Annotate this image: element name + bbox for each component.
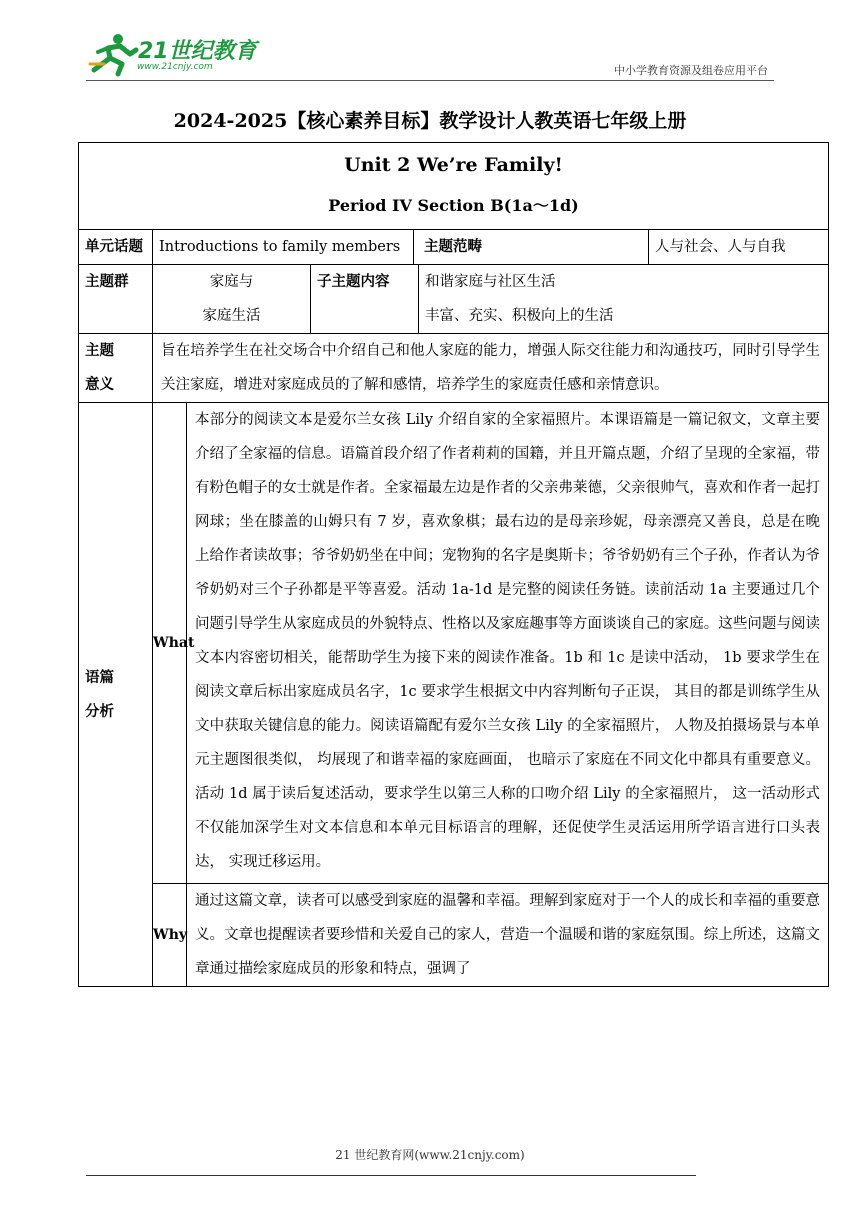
analysis-label xyxy=(79,403,153,987)
unit-title: Unit 2 We’re Family! xyxy=(344,154,563,176)
analysis-label-line2: 分析 xyxy=(85,702,114,720)
header-divider xyxy=(86,80,774,81)
subtheme-value-line1: 和谐家庭与社区生活 xyxy=(425,274,556,290)
footer-divider xyxy=(86,1175,696,1176)
why-text: 通过这篇文章，读者可以感受到家庭的温馨和幸福。理解到家庭对于一个人的成长和幸福的重要意义。文章也提醒读者要珍惜和关爱自己的家人，营造一个温暖和谐的家庭氛围。综上所述，这篇文章通过描绘家庭成员的形象和特点，强调了 xyxy=(187,884,829,987)
document-title: 2024-2025【核心素养目标】教学设计人教英语七年级上册 xyxy=(173,110,687,132)
subtheme-value-line2: 丰富、充实、积极向上的生活 xyxy=(425,308,614,324)
theme-meaning-label xyxy=(79,334,153,403)
category-label: 主题范畴 xyxy=(414,230,649,265)
unit-header-row xyxy=(79,143,829,230)
topic-label: 单元话题 xyxy=(79,230,153,265)
subtheme-value xyxy=(419,265,829,334)
subtheme-label: 子主题内容 xyxy=(311,265,419,334)
theme-group-value-line2: 家庭生活 xyxy=(202,308,261,324)
what-row xyxy=(79,403,829,884)
platform-tagline: 中小学教育资源及组卷应用平台 xyxy=(614,64,768,77)
theme-meaning-row xyxy=(79,334,829,403)
theme-group-label: 主题群 xyxy=(79,265,153,334)
logo-text: 21世纪教育 xyxy=(138,39,257,64)
theme-meaning-text: 旨在培养学生在社交场合中介绍自己和他人家庭的能力，增强人际交往能力和沟通技巧，同时引导学生关注家庭，增进对家庭成员的了解和感情，培养学生的家庭责任感和亲情意识。 xyxy=(153,334,829,403)
theme-group-row xyxy=(79,265,829,334)
category-value: 人与社会、人与自我 xyxy=(649,230,829,265)
theme-group-value-line1: 家庭与 xyxy=(209,274,254,290)
theme-meaning-label-line2: 意义 xyxy=(85,376,114,393)
theme-group-value xyxy=(153,265,311,334)
period-section: Period IV Section B(1a～1d) xyxy=(328,196,579,215)
why-row xyxy=(79,884,829,987)
lesson-design-table xyxy=(78,142,829,987)
analysis-label-line1: 语篇 xyxy=(85,668,114,686)
why-label: Why xyxy=(153,884,187,987)
page-header xyxy=(0,0,860,90)
what-label: What xyxy=(153,403,187,884)
topic-row xyxy=(79,230,829,265)
logo-url: www.21cnjy.com xyxy=(137,62,213,72)
unit-header-cell xyxy=(79,143,829,230)
page-footer: 21 世纪教育网(www.21cnjy.com) xyxy=(335,1148,525,1162)
theme-meaning-label-line1: 主题 xyxy=(85,342,114,359)
what-text: 本部分的阅读文本是爱尔兰女孩 Lily 介绍自家的全家福照片。本课语篇是一篇记叙文，文章主要介绍了全家福的信息。语篇首段介绍了作者莉莉的国籍，并且开篇点题，介绍了呈现的全家福，带有粉色帽子的女士就是作者。全家福最左边是作者的父亲弗莱德，父亲很帅气，喜欢和作者一起打网球；坐在膝盖的山姆只有 7 岁，喜欢象棋；最右边的是母亲珍妮，母亲漂亮又善良，总是在晚上给作者读故事；爷爷奶奶坐在中间；宠物狗的名字是奥斯卡；爷爷奶奶有三个子孙，作者认为爷爷奶奶对三个子孙都是平等喜爱。活动 1a-1d 是完整的阅读任务链。读前活动 1a 主要通过几个问题引导学生从家庭成员的外貌特点、性格以及家庭趣事等方面谈谈自己的家庭。这些问题与阅读文本内容密切相关，能帮助学生为接下来的阅读作准备。1b 和 1c 是读中活动， 1b 要求学生在阅读文章后标出家庭成员名字，1c 要求学生根据文中内容判断句子正误， 其目的都是训练学生从文中获取关键信息的能力。阅读语篇配有爱尔兰女孩 Lily 的全家福照片， 人物及拍摄场景与本单元主题图很类似， 均展现了和谐幸福的家庭画面， 也暗示了家庭在不同文化中都具有重要意义。活动 1d 属于读后复述活动，要求学生以第三人称的口吻介绍 Lily 的全家福照片， 这一活动形式不仅能加深学生对文本信息和本单元目标语言的理解，还促使学生灵活运用所学语言进行口头表达， 实现迁移运用。 xyxy=(187,403,829,884)
topic-value: Introductions to family members xyxy=(153,230,414,265)
